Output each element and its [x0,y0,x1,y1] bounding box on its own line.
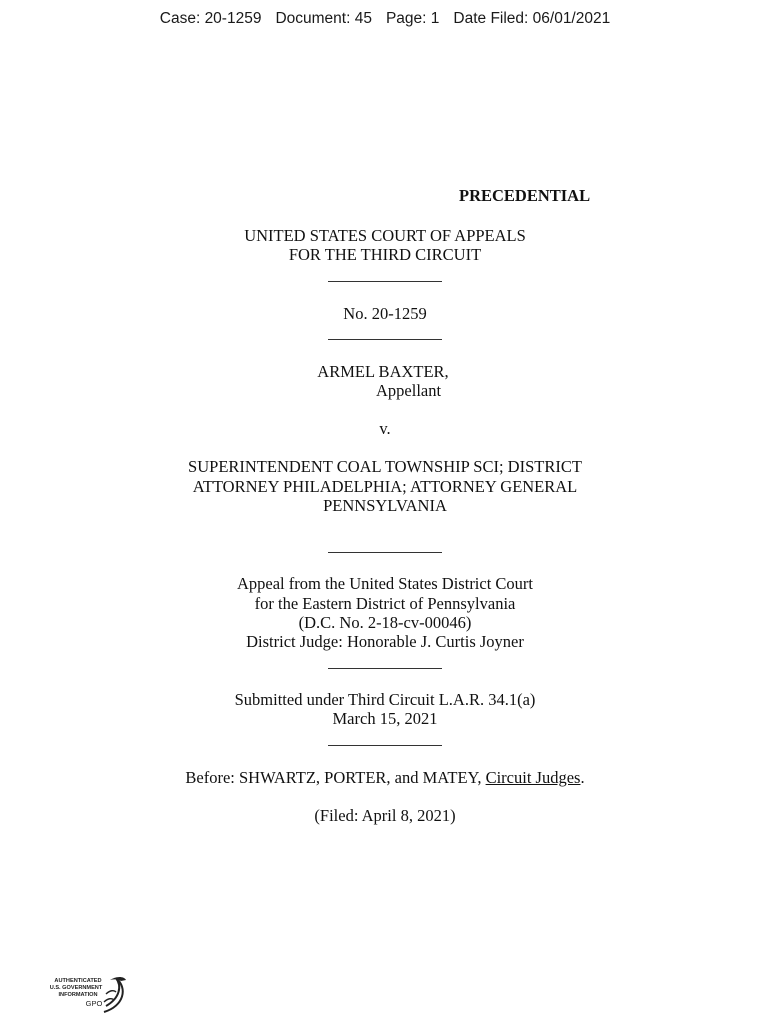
precedential-label: PRECEDENTIAL [459,186,591,205]
panel-title: Circuit Judges [485,768,581,787]
divider-rule [328,339,442,340]
date-filed-header: Date Filed: 06/01/2021 [453,10,611,27]
court-name-line2: FOR THE THIRD CIRCUIT [288,245,482,264]
divider-rule [328,668,442,669]
versus: v. [379,419,391,438]
panel-judges [0,768,770,787]
submission-date: March 15, 2021 [332,709,438,728]
seal-text-line3: INFORMATION [58,992,98,998]
filing-header [0,10,770,28]
appeal-line2: for the Eastern District of Pennsylvania [254,594,516,613]
appellant-role: Appellant [376,381,442,400]
appellees-line3: PENNSYLVANIA [323,496,447,515]
appellant-name: ARMEL BAXTER, [317,362,449,381]
seal-text-line2: U.S. GOVERNMENT [49,985,103,991]
page-number-header: Page: 1 [385,10,440,27]
eagle-wing-icon [104,978,123,1012]
divider-rule [328,281,442,282]
seal-text-gpo: GPO [85,999,103,1008]
panel-names: Before: SHWARTZ, PORTER, and MATEY, [185,768,486,787]
document-number-header: Document: 45 [275,10,372,27]
appeal-line1: Appeal from the United States District Court [236,574,534,593]
court-name-line1: UNITED STATES COURT OF APPEALS [244,226,526,245]
docket-number: No. 20-1259 [343,304,427,323]
district-judge: District Judge: Honorable J. Curtis Joyner [246,632,524,651]
submission-line1: Submitted under Third Circuit L.A.R. 34.1(a) [234,690,536,709]
gpo-authentication-seal-icon [44,972,128,1018]
case-number-header: Case: 20-1259 [159,10,262,27]
seal-text-line1: AUTHENTICATED [54,978,102,984]
appellees-line2: ATTORNEY PHILADELPHIA; ATTORNEY GENERAL [192,477,578,496]
divider-rule [328,552,442,553]
divider-rule [328,745,442,746]
filed-date: (Filed: April 8, 2021) [314,806,456,825]
panel-suffix: . [580,768,585,787]
appellees-line1: SUPERINTENDENT COAL TOWNSHIP SCI; DISTRICT [188,457,582,476]
eagle-feather-icon [106,991,116,994]
appeal-line3: (D.C. No. 2-18-cv-00046) [298,613,472,632]
